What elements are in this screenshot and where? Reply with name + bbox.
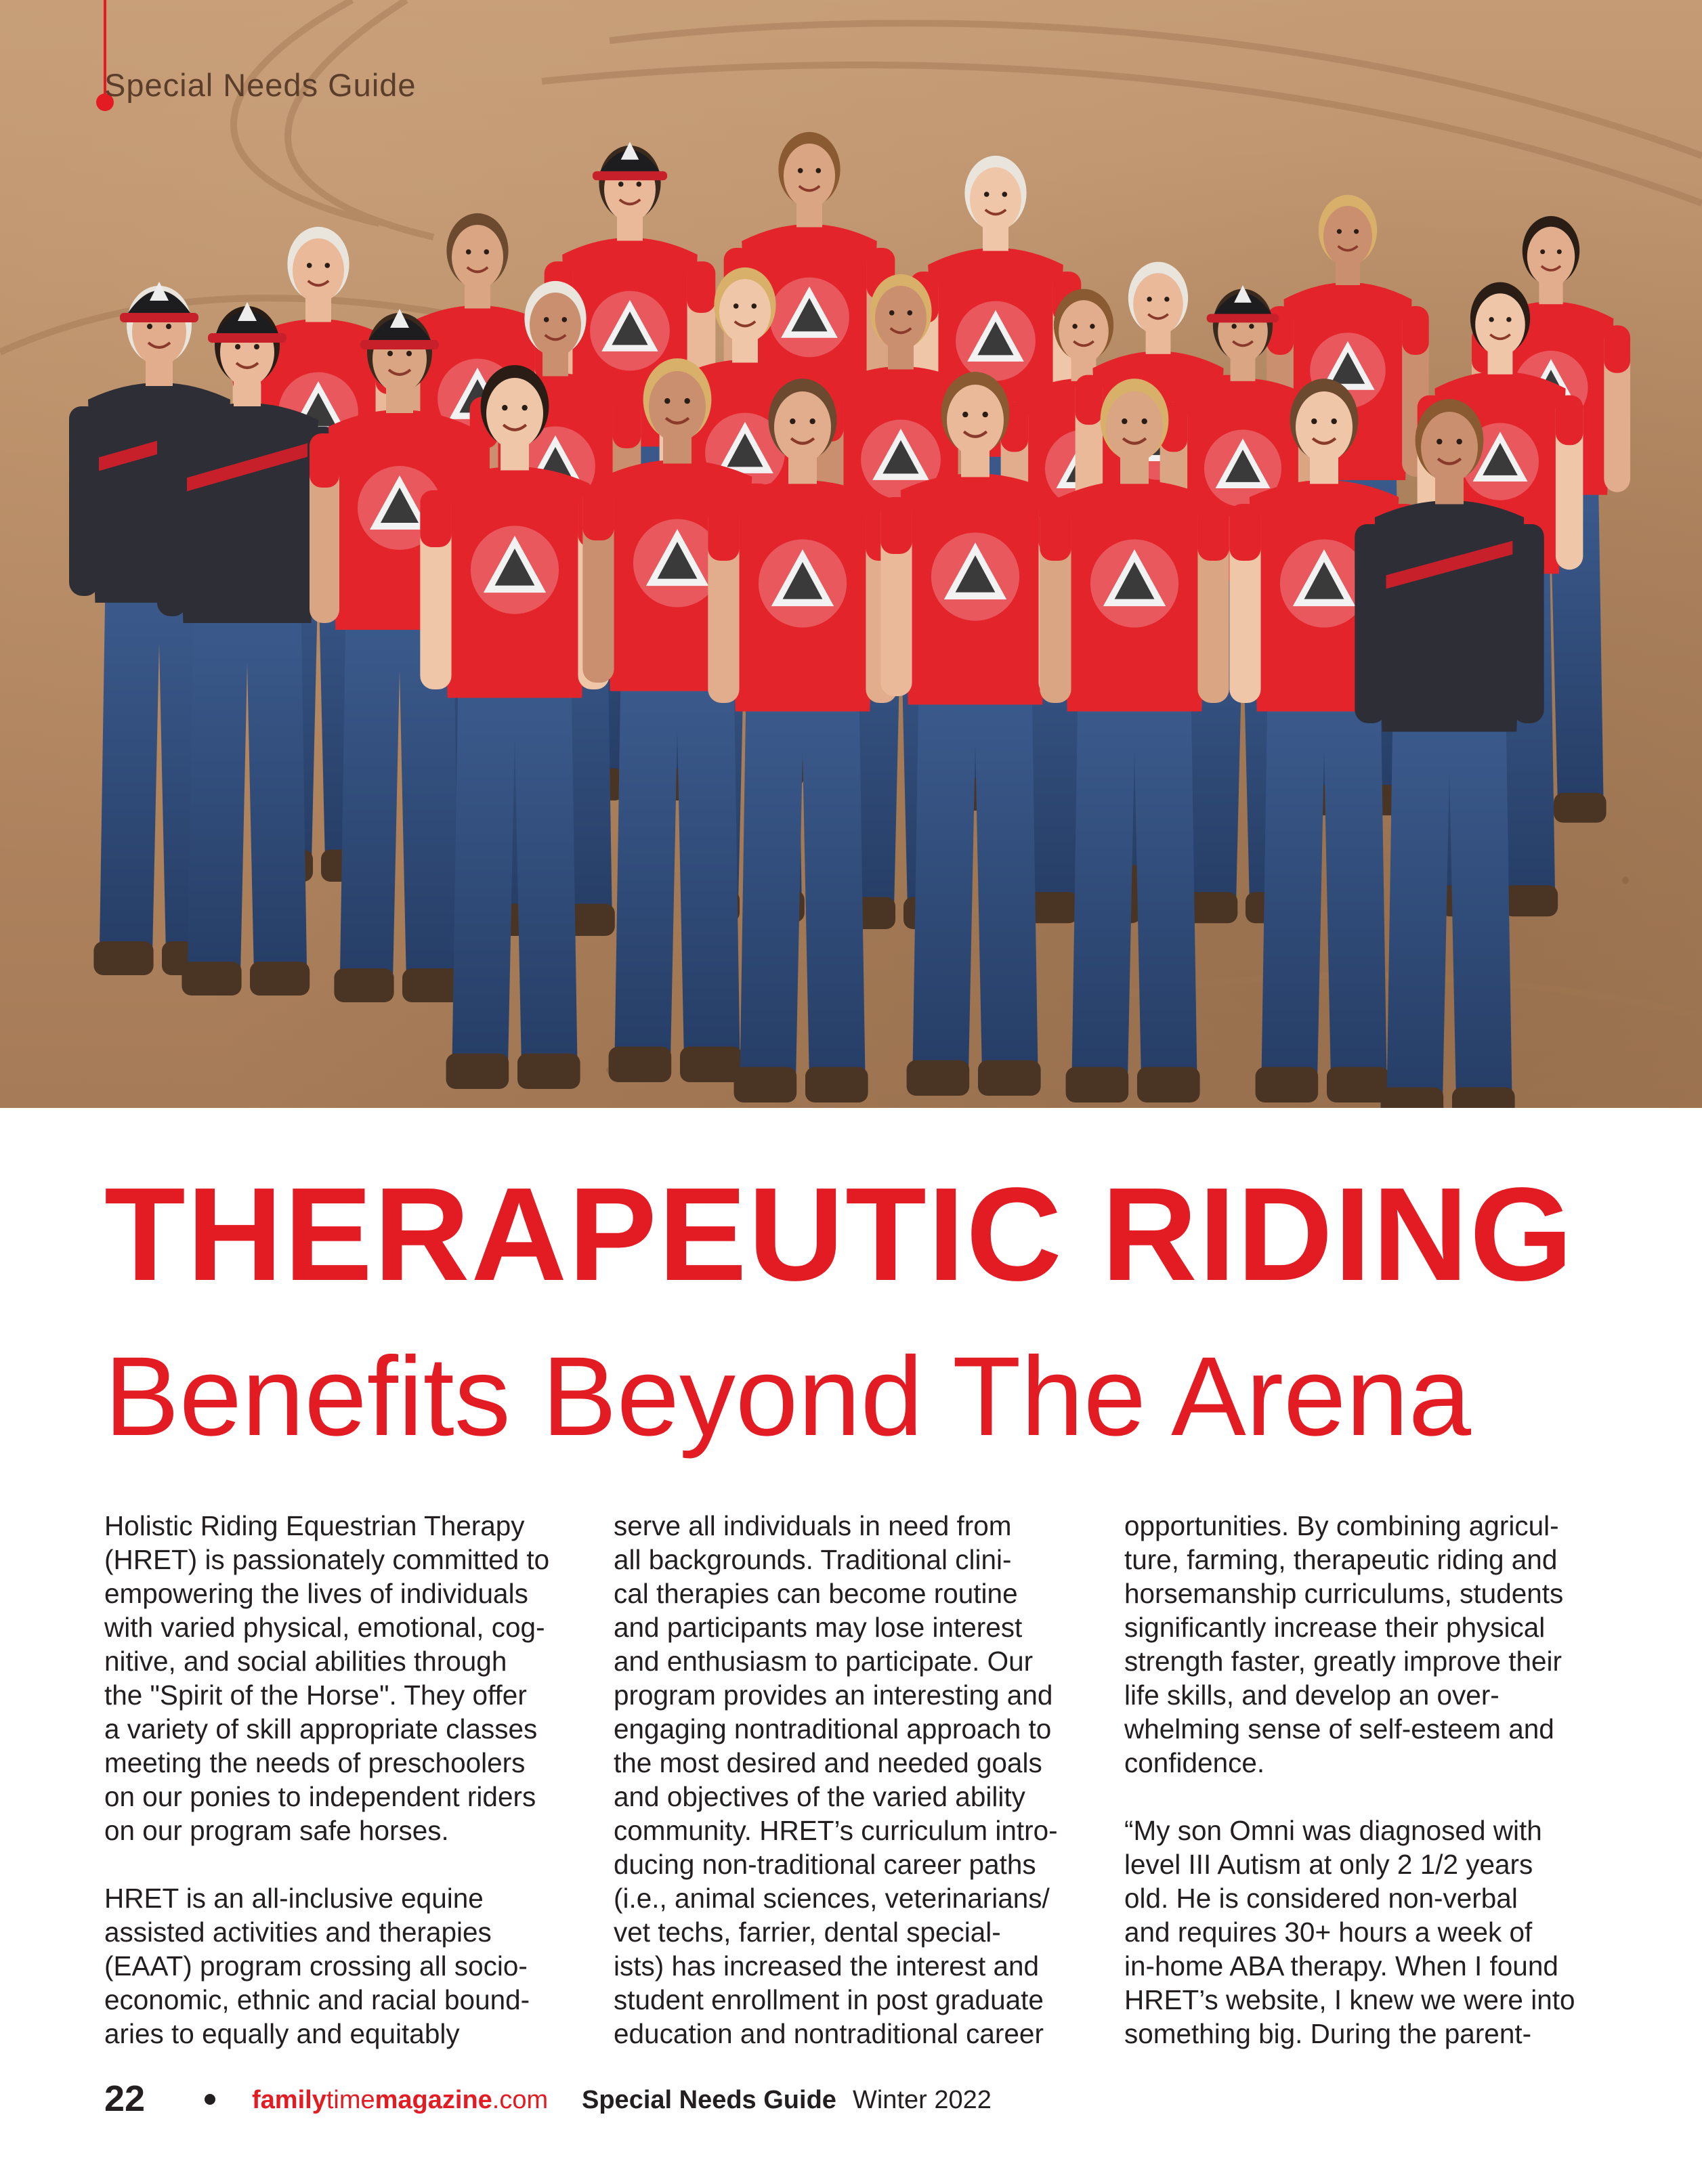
section-tag: Special Needs Guide xyxy=(104,67,417,103)
paragraph-line: (i.e., animal sciences, veterinarians/ xyxy=(614,1883,1050,1914)
paragraph-line: and participants may lose interest xyxy=(614,1612,1023,1643)
paragraph-line: Holistic Riding Equestrian Therapy xyxy=(104,1510,525,1541)
paragraph-line: confidence. xyxy=(1124,1747,1265,1778)
paragraph-line: in-home ABA therapy. When I found xyxy=(1124,1950,1558,1982)
article-title: THERAPEUTIC RIDING xyxy=(104,1160,1575,1308)
paragraph-line: strength faster, greatly improve their xyxy=(1124,1646,1562,1677)
paragraph-line: education and nontraditional career xyxy=(614,2018,1044,2049)
paragraph-line: the most desired and needed goals xyxy=(614,1747,1042,1778)
paragraph-line: (EAAT) program crossing all socio- xyxy=(104,1950,528,1982)
paragraph-line: nitive, and social abilities through xyxy=(104,1646,507,1677)
paragraph-line: all backgrounds. Traditional clini- xyxy=(614,1544,1012,1575)
paragraph-line: “My son Omni was diagnosed with xyxy=(1124,1815,1542,1846)
paragraph-line: serve all individuals in need from xyxy=(614,1510,1012,1541)
article-subtitle: Benefits Beyond The Arena xyxy=(104,1334,1472,1459)
paragraph-line: HRET is an all-inclusive equine xyxy=(104,1883,484,1914)
paragraph-line: significantly increase their physical xyxy=(1124,1612,1546,1643)
paragraph-gap xyxy=(104,1847,572,1881)
paragraph-line: on our program safe horses. xyxy=(104,1815,449,1846)
paragraph-line: meeting the needs of preschoolers xyxy=(104,1747,526,1778)
article-column-1 xyxy=(104,1509,572,2051)
footer-guide-name: Special Needs Guide xyxy=(582,2086,836,2114)
paragraph-line: on our ponies to independent riders xyxy=(104,1781,536,1812)
paragraph-line: ture, farming, therapeutic riding and xyxy=(1124,1544,1558,1575)
paragraph-line: horsemanship curriculums, students xyxy=(1124,1578,1564,1609)
paragraph-line: empowering the lives of individuals xyxy=(104,1578,528,1609)
paragraph-line: aries to equally and equitably xyxy=(104,2018,460,2049)
paragraph-line: whelming sense of self-esteem and xyxy=(1124,1713,1554,1744)
paragraph-line: level III Autism at only 2 1/2 years xyxy=(1124,1849,1533,1880)
paragraph-line: and enthusiasm to participate. Our xyxy=(614,1646,1034,1677)
article-column-2 xyxy=(614,1509,1081,2051)
paragraph-line: a variety of skill appropriate classes xyxy=(104,1713,538,1744)
paragraph-line: ists) has increased the interest and xyxy=(614,1950,1040,1982)
paragraph-line: old. He is considered non-verbal xyxy=(1124,1883,1518,1914)
paragraph-line: program provides an interesting and xyxy=(614,1679,1053,1711)
paragraph-line: assisted activities and therapies xyxy=(104,1917,492,1948)
paragraph-line: the "Spirit of the Horse". They offer xyxy=(104,1679,527,1711)
paragraph-line: economic, ethnic and racial bound- xyxy=(104,1984,530,2015)
paragraph-line: cal therapies can become routine xyxy=(614,1578,1018,1609)
footer-issue: Winter 2022 xyxy=(853,2086,992,2114)
paragraph-gap xyxy=(1124,1780,1592,1814)
paragraph-line: life skills, and develop an over- xyxy=(1124,1679,1499,1711)
paragraph-line: HRET’s website, I knew we were into xyxy=(1124,1984,1575,2015)
paragraph-line: and requires 30+ hours a week of xyxy=(1124,1917,1533,1948)
website-part-magazine: magazine xyxy=(375,2086,492,2114)
paragraph-line: ducing non-traditional career paths xyxy=(614,1849,1036,1880)
paragraph-line: opportunities. By combining agricul- xyxy=(1124,1510,1559,1541)
paragraph-line: community. HRET’s curriculum intro- xyxy=(614,1815,1058,1846)
paragraph-line: student enrollment in post graduate xyxy=(614,1984,1044,2015)
website-part-domain: .com xyxy=(492,2086,549,2114)
footer-bullet xyxy=(205,2094,215,2105)
website-part-time: time xyxy=(326,2086,375,2114)
paragraph-line: and objectives of the varied ability xyxy=(614,1781,1025,1812)
paragraph-line: with varied physical, emotional, cog- xyxy=(104,1612,545,1643)
paragraph-line: vet techs, farrier, dental special- xyxy=(614,1917,1001,1948)
page-number: 22 xyxy=(104,2078,146,2119)
website-link[interactable] xyxy=(252,2086,548,2115)
paragraph-line: (HRET) is passionately committed to xyxy=(104,1544,550,1575)
paragraph-line: something big. During the parent- xyxy=(1124,2018,1532,2049)
article-column-3 xyxy=(1124,1509,1592,2051)
website-part-family: family xyxy=(252,2086,326,2114)
paragraph-line: engaging nontraditional approach to xyxy=(614,1713,1052,1744)
